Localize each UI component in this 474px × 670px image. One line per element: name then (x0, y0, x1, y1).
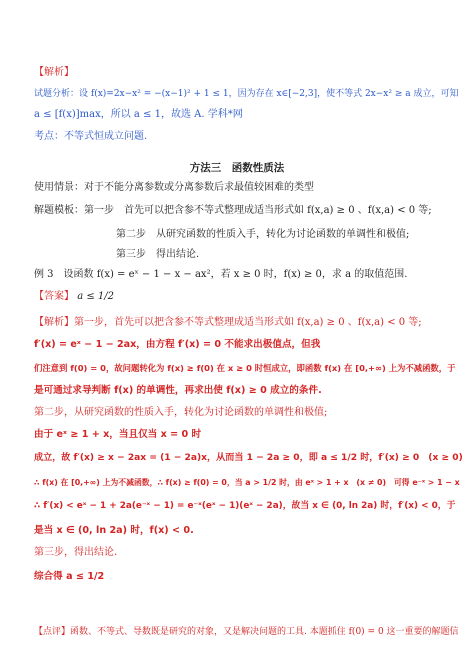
template-step-2: 第二步 从研究函数的性质入手，转化为讨论函数的单调性和极值; (116, 229, 410, 240)
solution-step-1: 【解析】第一步，首先可以把含参不等式整理成适当形式如 f(x,a) ≥ 0 、f(x,a) < 0 等; (34, 317, 422, 328)
handwritten-line-3: 是可通过求导判断 f(x) 的单调性，再求出使 f(x) ≥ 0 成立的条件. (34, 385, 322, 396)
solution-step-3: 第三步，得出结论. (34, 547, 118, 558)
handwritten-line-8: 是当 x ∈ (0, ln 2a) 时，f(x) < 0. (34, 525, 194, 536)
handwritten-line-6: ∴ f(x) 在 [0,+∞) 上为不减函数，∴ f(x) ≥ f(0) = 0，当 a > 1/2 时，由 eˣ > 1 + x (x ≠ 0) 可得 e⁻ˣ > 1 − x (34, 478, 460, 487)
comment-line: 【点评】函数、不等式、导数既是研究的对象，又是解决问题的工具. 本题抓住 f(0) = 0 这一重要的解题信 (34, 627, 459, 637)
solution-step-2: 第二步，从研究函数的性质入手，转化为讨论函数的单调性和极值; (34, 407, 328, 418)
answer-value: a ≤ 1/2 (77, 291, 114, 302)
handwritten-line-2: 们注意到 f(0) = 0，故问题转化为 f(x) ≥ f(0) 在 x ≥ 0 时恒成立，即函数 f(x) 在 [0,+∞) 上为不减函数，于 (34, 363, 456, 373)
example-3: 例 3 设函数 f(x) = eˣ − 1 − x − ax²，若 x ≥ 0 时，f(x) ≥ 0，求 a 的取值范围. (34, 269, 408, 280)
method-title: 方法三 函数性质法 (189, 162, 285, 174)
template-step-3: 第三步 得出结论. (116, 249, 200, 260)
handwritten-line-7: ∴ f′(x) < eˣ − 1 + 2a(e⁻ˣ − 1) = e⁻ˣ(eˣ − 1)(eˣ − 2a)，故当 x ∈ (0, ln 2a) 时，f′(x) < 0，于 (34, 501, 456, 511)
handwritten-line-5: 成立，故 f′(x) ≥ x − 2ax = (1 − 2a)x，从而当 1 − 2a ≥ 0，即 a ≤ 1/2 时，f′(x) ≥ 0 (x ≥ 0) (34, 453, 463, 463)
comment-label: 【点评】 (34, 627, 71, 637)
handwritten-line-1: f′(x) = eˣ − 1 − 2ax，由方程 f′(x) = 0 不能求出极值点，但我 (34, 339, 321, 350)
solution-label: 【解析】 (34, 317, 74, 328)
kaodian-line: 考点：不等式恒成立问题. (34, 131, 148, 142)
answer-line (34, 290, 114, 303)
handwritten-conclusion: 综合得 a ≤ 1/2 (34, 571, 105, 582)
answer-label: 【答案】 (34, 291, 74, 302)
jiexi-label: 【解析】 (34, 67, 74, 78)
usage-line: 使用情景：对于不能分离参数或分离参数后求最值较困难的类型 (34, 182, 314, 193)
template-step-1: 解题模板：第一步 首先可以把含参不等式整理成适当形式如 f(x,a) ≥ 0 、f(x,a) < 0 等; (34, 205, 432, 216)
handwritten-line-4: 由于 eˣ ≥ 1 + x，当且仅当 x = 0 时 (34, 429, 202, 440)
analysis-line-1: 试题分析：设 f(x)=2x−x² = −(x−1)² + 1 ≤ 1，因为存在 x∈[−2,3]，使不等式 2x−x² ≥ a 成立，可知 (34, 89, 459, 99)
analysis-line-2: a ≤ [f(x)]max，所以 a ≤ 1，故选 A. 学科*网 (34, 109, 243, 120)
